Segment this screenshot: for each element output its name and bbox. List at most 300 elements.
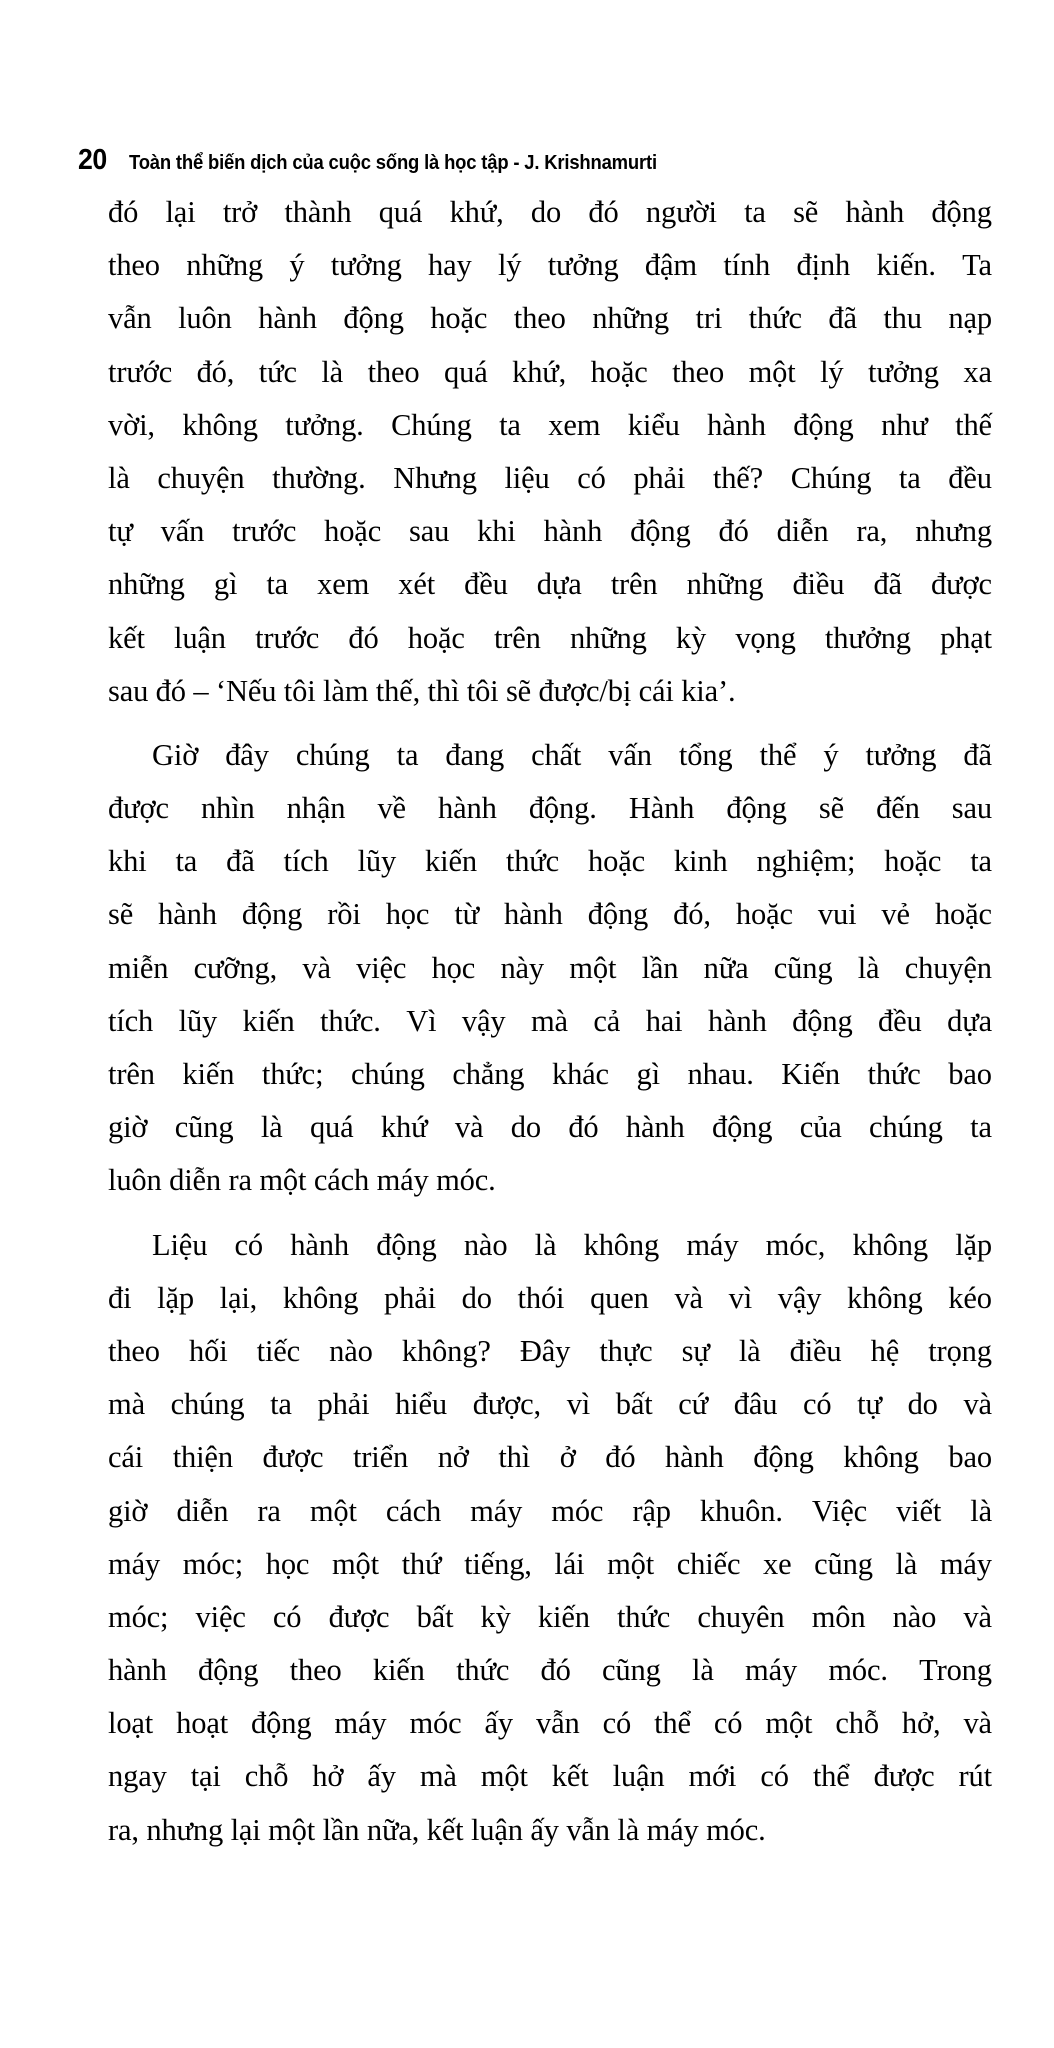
- line-word: cũng: [773, 950, 833, 985]
- line-word: những: [108, 567, 185, 602]
- line-word: ta: [744, 195, 766, 229]
- line-word: thu: [883, 301, 922, 336]
- text-line: [108, 835, 992, 888]
- line-word: phải: [317, 1387, 370, 1422]
- line-word: tưởng: [547, 248, 619, 283]
- line-word: theo: [513, 301, 566, 336]
- line-word: nhau.: [687, 1057, 754, 1091]
- line-word: tự: [108, 514, 133, 549]
- line-word: khứ: [380, 1110, 428, 1145]
- line-word: cũng: [814, 1546, 873, 1581]
- text-line: [108, 729, 992, 782]
- line-word: thành: [284, 195, 352, 229]
- paragraph: [108, 729, 992, 1208]
- line-word: hoặc: [588, 844, 645, 879]
- line-word: là: [857, 950, 880, 985]
- line-word: tiếc: [256, 1333, 301, 1368]
- line-word: này: [500, 950, 545, 985]
- line-word: như: [881, 407, 928, 442]
- line-word: đâu: [733, 1387, 778, 1422]
- line-word: lũy: [357, 844, 397, 879]
- line-word: kết: [108, 620, 145, 655]
- line-word: liệu: [504, 460, 550, 495]
- line-word: lái: [554, 1546, 585, 1581]
- line-word: tích: [108, 1003, 154, 1038]
- line-word: máy: [939, 1546, 992, 1581]
- line-word: quen: [590, 1280, 649, 1315]
- line-word: và: [454, 1110, 484, 1145]
- line-word: đó,: [673, 897, 711, 932]
- line-word: kiểu: [627, 407, 680, 442]
- text-line: [108, 1272, 992, 1325]
- line-word: là: [738, 1333, 761, 1368]
- line-word: Chúng: [391, 407, 472, 442]
- line-word: kỳ: [675, 620, 707, 655]
- line-word: đó: [718, 514, 749, 549]
- line-word: quá: [378, 195, 423, 229]
- line-word: những: [592, 301, 669, 336]
- line-word: tưởng: [865, 737, 937, 772]
- line-word: ra: [257, 1493, 281, 1528]
- line-word: kiến: [537, 1599, 590, 1634]
- line-word: đều: [948, 460, 992, 495]
- text-line: [108, 1378, 992, 1431]
- line-word: tri: [695, 301, 723, 336]
- line-word: chuyên: [697, 1599, 785, 1634]
- line-word: có: [803, 1387, 832, 1422]
- line-word: thực: [599, 1333, 653, 1368]
- line-word: là: [534, 1227, 557, 1262]
- line-word: phải: [633, 460, 686, 495]
- text-line: [108, 399, 992, 452]
- line-word: vì: [728, 1280, 753, 1315]
- line-word: chúng: [350, 1057, 425, 1091]
- line-word: bất: [416, 1599, 454, 1634]
- line-word: lặp: [955, 1227, 992, 1262]
- line-word: hành: [438, 791, 497, 826]
- line-word: phải: [384, 1280, 436, 1315]
- line-word: hay: [428, 248, 472, 283]
- line-word: cũng: [174, 1110, 234, 1145]
- line-word: chất: [531, 737, 582, 772]
- line-word: sẽ: [793, 195, 819, 229]
- line-word: nghiệm;: [756, 844, 856, 879]
- line-word: người: [645, 195, 717, 229]
- line-word: thế?: [712, 460, 764, 495]
- line-word: không: [847, 1280, 923, 1315]
- line-word: khi: [477, 514, 516, 549]
- line-word: viết: [896, 1493, 942, 1528]
- line-word: chuyện: [904, 950, 992, 985]
- body-text-column: [108, 186, 992, 1868]
- line-word: là: [895, 1546, 918, 1581]
- line-word: đến: [876, 791, 920, 826]
- line-word: khuôn.: [699, 1493, 783, 1528]
- line-word: tổng: [678, 737, 733, 772]
- line-word: động: [753, 1440, 814, 1475]
- line-word: rồi: [327, 897, 361, 932]
- line-word: sau đó – ‘Nếu tôi làm thế, thì tôi sẽ được/bị cái kia’.: [108, 673, 736, 708]
- line-word: kiến: [372, 1653, 425, 1688]
- line-word: hành: [845, 195, 905, 229]
- line-word: máy: [108, 1546, 161, 1581]
- line-word: là: [970, 1493, 992, 1528]
- line-word: miễn: [108, 950, 169, 985]
- text-line: [108, 1219, 992, 1272]
- line-word: ra,: [856, 514, 888, 549]
- line-word: có: [234, 1227, 264, 1262]
- line-word: hành: [504, 897, 563, 932]
- line-word: vấn: [608, 737, 652, 772]
- line-word: đó: [348, 620, 379, 655]
- line-word: cái: [108, 1440, 144, 1475]
- line-word: thức;: [261, 1057, 324, 1091]
- line-word: từ: [454, 897, 480, 932]
- line-word: có: [577, 460, 606, 495]
- line-word: hiểu: [395, 1387, 448, 1422]
- line-word: lý: [820, 354, 844, 389]
- line-word: đã: [226, 844, 255, 879]
- line-word: kỳ: [480, 1599, 511, 1634]
- line-word: triển: [352, 1440, 409, 1475]
- line-word: không: [282, 1280, 359, 1315]
- line-word: lũy: [178, 1003, 218, 1038]
- line-word: vì: [566, 1387, 591, 1422]
- line-word: quá: [309, 1110, 354, 1145]
- line-word: máy: [745, 1653, 798, 1688]
- line-word: ta: [266, 567, 289, 602]
- line-word: xem: [317, 567, 370, 602]
- line-word: phạt: [940, 620, 992, 655]
- line-word: hành: [543, 514, 603, 549]
- line-word: dựa: [536, 567, 582, 602]
- line-word: vậy: [777, 1280, 822, 1315]
- line-word: của: [799, 1110, 842, 1145]
- line-word: vời,: [108, 407, 155, 442]
- line-word: khứ,: [512, 354, 567, 389]
- line-word: ta: [270, 1387, 292, 1422]
- line-word: đi: [108, 1280, 132, 1315]
- line-word: móc;: [182, 1546, 244, 1581]
- line-word: ý: [823, 737, 839, 772]
- line-word: động: [630, 514, 691, 549]
- line-word: học: [431, 950, 476, 985]
- line-word: đó: [108, 195, 139, 229]
- line-word: có: [602, 1706, 632, 1741]
- line-word: do: [461, 1280, 492, 1315]
- line-word: Ta: [962, 248, 992, 283]
- line-word: những: [569, 620, 647, 655]
- line-word: hở: [312, 1759, 344, 1794]
- line-word: kiến.: [876, 248, 936, 283]
- line-word: hành: [108, 1653, 167, 1688]
- line-word: vẫn: [536, 1706, 580, 1741]
- line-word: rút: [958, 1759, 992, 1794]
- line-word: lại,: [219, 1280, 258, 1315]
- line-word: những: [686, 567, 764, 602]
- line-word: và: [674, 1280, 703, 1315]
- line-word: học: [385, 897, 430, 932]
- line-word: trước: [232, 514, 297, 549]
- line-word: là: [692, 1653, 714, 1688]
- line-word: diễn: [176, 1493, 229, 1528]
- line-word: hành: [158, 897, 217, 932]
- line-word: thức: [505, 844, 560, 879]
- line-word: sẽ: [818, 791, 844, 826]
- line-word: không: [852, 1227, 928, 1262]
- paragraph: [108, 186, 992, 718]
- line-word: ta: [499, 407, 521, 442]
- line-word: khi: [108, 844, 147, 879]
- line-word: đã: [828, 301, 857, 336]
- paragraph: [108, 1219, 992, 1857]
- text-line: [108, 1431, 992, 1484]
- line-word: những: [186, 248, 264, 283]
- line-word: Hành: [628, 791, 695, 826]
- line-word: là: [260, 1110, 283, 1145]
- text-line: [108, 1750, 992, 1803]
- line-word: đều: [878, 1003, 922, 1038]
- line-word: định: [796, 248, 851, 283]
- line-word: tự: [857, 1387, 882, 1422]
- line-word: do: [907, 1387, 938, 1422]
- text-line: [108, 346, 992, 399]
- line-word: thế: [955, 407, 992, 442]
- line-word: Chúng: [790, 460, 872, 495]
- line-word: thức: [748, 301, 802, 336]
- line-word: hành: [625, 1110, 685, 1145]
- line-word: có: [272, 1599, 302, 1634]
- line-word: và: [963, 1706, 992, 1741]
- line-word: tưởng.: [285, 407, 364, 442]
- line-word: trở: [222, 195, 258, 229]
- line-word: đã: [873, 567, 902, 602]
- line-word: thức: [616, 1599, 671, 1634]
- line-word: được: [931, 567, 992, 602]
- line-word: động: [587, 897, 649, 932]
- line-word: hành: [290, 1227, 349, 1262]
- line-word: một: [309, 1493, 357, 1528]
- line-word: sẽ: [108, 897, 134, 932]
- line-word: điều: [789, 1333, 842, 1368]
- page-number: 20: [78, 144, 107, 176]
- line-word: vậy: [461, 1003, 506, 1038]
- line-word: không: [583, 1227, 660, 1262]
- line-word: lặp: [157, 1280, 194, 1315]
- line-word: động: [792, 1003, 853, 1038]
- line-word: móc: [551, 1493, 604, 1528]
- line-word: sau: [951, 791, 992, 826]
- line-word: động: [241, 897, 303, 932]
- line-word: không: [843, 1440, 919, 1475]
- text-line: [108, 1325, 992, 1378]
- line-word: động: [343, 301, 404, 336]
- line-word: đều: [464, 567, 508, 602]
- text-line: [108, 1101, 992, 1154]
- line-word: thức: [867, 1057, 921, 1091]
- line-word: mà: [419, 1759, 457, 1794]
- line-word: chuyện: [157, 460, 245, 495]
- text-line: [108, 1048, 992, 1101]
- text-line: [108, 1591, 992, 1644]
- line-word: hành: [707, 1003, 767, 1038]
- line-word: chúng: [170, 1387, 245, 1422]
- line-word: tiếng,: [464, 1546, 532, 1581]
- line-word: vẫn: [108, 301, 152, 336]
- line-word: một: [569, 950, 617, 985]
- line-word: chúng: [869, 1110, 943, 1145]
- line-word: học: [265, 1546, 310, 1581]
- line-word: rập: [632, 1493, 671, 1528]
- line-word: móc.: [828, 1653, 888, 1688]
- line-word: Đây: [519, 1333, 571, 1368]
- line-word: mới: [688, 1759, 737, 1794]
- text-line: [108, 292, 992, 345]
- line-word: kiến: [242, 1003, 295, 1038]
- line-word: được,: [472, 1387, 542, 1422]
- line-word: luận: [174, 620, 226, 655]
- line-word: động: [197, 1653, 259, 1688]
- line-word: Giờ: [152, 737, 199, 772]
- line-word: thứ: [401, 1546, 442, 1581]
- line-word: xem: [548, 407, 601, 442]
- line-word: khứ,: [449, 195, 504, 229]
- line-word: động: [711, 1110, 773, 1145]
- line-word: việc: [356, 950, 407, 985]
- line-word: do: [530, 195, 562, 229]
- line-word: ý: [289, 248, 305, 283]
- line-word: thể: [654, 1706, 691, 1741]
- line-word: hành: [707, 407, 766, 442]
- line-word: nào: [892, 1599, 937, 1634]
- line-word: luận: [612, 1759, 665, 1794]
- line-word: hoặc: [430, 301, 488, 336]
- line-word: theo: [672, 354, 725, 389]
- line-word: hối: [189, 1333, 228, 1368]
- line-word: việc: [195, 1599, 246, 1634]
- line-word: luôn: [178, 301, 232, 336]
- line-word: môn: [811, 1599, 866, 1634]
- line-word: tưởng: [868, 354, 939, 389]
- line-word: thói: [517, 1280, 565, 1315]
- line-word: một: [748, 354, 796, 389]
- line-word: xét: [398, 567, 436, 602]
- line-word: bất: [615, 1387, 653, 1422]
- line-word: nhưng: [915, 514, 992, 549]
- line-word: móc;: [108, 1599, 169, 1634]
- text-line: [108, 665, 992, 718]
- line-word: được: [328, 1599, 390, 1634]
- line-word: một: [480, 1759, 528, 1794]
- line-word: theo: [367, 354, 420, 389]
- line-word: móc: [409, 1706, 462, 1741]
- line-word: cũng: [602, 1653, 661, 1688]
- line-word: điều: [792, 567, 845, 602]
- line-word: đây: [225, 737, 269, 772]
- text-line: [108, 888, 992, 941]
- text-line: [108, 782, 992, 835]
- line-word: vấn: [160, 514, 205, 549]
- line-word: hoạt: [176, 1706, 229, 1741]
- line-word: Việc: [811, 1493, 868, 1528]
- line-word: nở: [437, 1440, 469, 1475]
- line-word: kiến: [425, 844, 477, 879]
- line-word: thường.: [272, 460, 366, 495]
- line-word: Liệu: [152, 1227, 208, 1262]
- line-word: xa: [963, 354, 992, 389]
- line-word: ra, nhưng lại một lần nữa, kết luận ấy vẫn là máy móc.: [108, 1812, 766, 1847]
- line-word: hành: [258, 301, 317, 336]
- line-word: thưởng: [824, 620, 911, 655]
- text-line: [108, 186, 992, 239]
- line-word: tức: [258, 354, 297, 389]
- text-line: [108, 1538, 992, 1591]
- line-word: và: [963, 1387, 992, 1422]
- line-word: máy: [334, 1706, 387, 1741]
- line-word: móc,: [765, 1227, 826, 1262]
- line-word: tính: [723, 248, 771, 283]
- line-word: nào: [329, 1333, 373, 1368]
- text-line: [108, 612, 992, 665]
- line-word: ngay: [108, 1759, 167, 1794]
- line-word: lần: [641, 950, 679, 985]
- line-word: theo: [289, 1653, 342, 1688]
- line-word: cứ: [678, 1387, 709, 1422]
- line-word: đó: [568, 1110, 599, 1145]
- line-word: đậm: [644, 248, 697, 283]
- line-word: động: [251, 1706, 312, 1741]
- line-word: theo: [108, 248, 160, 283]
- line-word: xe: [762, 1546, 792, 1581]
- line-word: hở,: [901, 1706, 941, 1741]
- text-line: [108, 239, 992, 292]
- line-word: nhận: [286, 791, 346, 826]
- line-word: hành: [665, 1440, 724, 1475]
- line-word: được: [262, 1440, 324, 1475]
- line-word: một: [765, 1706, 813, 1741]
- line-word: trên: [108, 1057, 155, 1091]
- line-word: thiện: [172, 1440, 233, 1475]
- line-word: hoặc: [324, 514, 382, 549]
- line-word: động.: [528, 791, 597, 826]
- text-line: [108, 1697, 992, 1750]
- line-word: dựa: [947, 1003, 992, 1038]
- line-word: chỗ: [835, 1706, 879, 1741]
- running-head: [78, 146, 978, 180]
- text-line: [108, 1485, 992, 1538]
- line-word: kinh: [673, 844, 728, 879]
- line-word: ta: [396, 737, 419, 772]
- line-word: giờ: [108, 1110, 148, 1145]
- line-word: giờ: [108, 1493, 148, 1528]
- line-word: ta: [898, 460, 921, 495]
- line-word: cưỡng,: [193, 950, 278, 985]
- line-word: động: [793, 407, 854, 442]
- line-word: và: [963, 1599, 992, 1634]
- line-word: ta: [175, 844, 198, 879]
- line-word: lý: [497, 248, 522, 283]
- line-word: động: [931, 195, 992, 229]
- line-word: được: [108, 791, 169, 826]
- line-word: không?: [401, 1333, 491, 1368]
- line-word: chiếc: [676, 1546, 741, 1581]
- line-word: Nhưng: [393, 460, 477, 495]
- line-word: chẳng: [452, 1057, 525, 1091]
- line-word: ta: [970, 844, 992, 879]
- line-word: mà: [530, 1003, 568, 1038]
- line-word: mà: [108, 1387, 145, 1422]
- line-word: gì: [636, 1057, 660, 1091]
